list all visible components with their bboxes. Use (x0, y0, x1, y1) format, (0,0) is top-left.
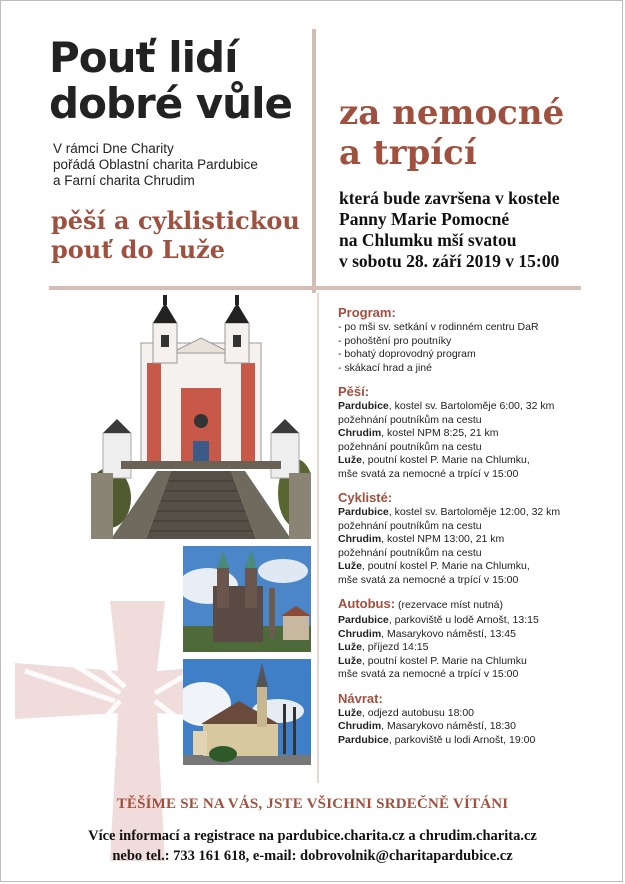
schedule-line: Luže, poutní kostel P. Marie na Chlumku, (338, 454, 530, 466)
program-column (338, 304, 598, 755)
subtitle-line: za nemocné (339, 93, 565, 133)
vertical-divider-light (317, 293, 319, 783)
intro-line: V rámci Dne Charity (53, 141, 174, 156)
program-item: - pohoštění pro poutníky (338, 334, 452, 347)
walkers-section (338, 383, 598, 481)
pilgrimage-heading (51, 206, 313, 264)
schedule-line: mše svatá za nemocné a trpící v 15:00 (338, 573, 519, 586)
title-line-1: Pouť lidí (49, 33, 238, 82)
bus-section (338, 595, 598, 682)
mass-line: která bude završena v kostele (339, 188, 560, 208)
schedule-line: požehnání poutníkům na cestu (338, 546, 482, 559)
info-line: Více informací a registrace na pardubice.charita.cz a chrudim.charita.cz (88, 828, 537, 844)
intro-text (53, 141, 313, 189)
schedule-line: Luže, příjezd 14:15 (338, 641, 429, 653)
program-section (338, 304, 598, 375)
intro-line: a Farní charita Chrudim (53, 173, 195, 188)
schedule-line: Chrudim, kostel NPM 13:00, 21 km (338, 533, 505, 545)
mass-line: Panny Marie Pomocné (339, 209, 510, 229)
intro-line: pořádá Oblastní charita Pardubice (53, 157, 258, 172)
church-chlumek-photo (91, 293, 311, 539)
pilgrimage-line: pěší a cyklistickou (51, 206, 300, 235)
return-section (338, 690, 598, 748)
welcome-message: TĚŠÍME SE NA VÁS, JSTE VŠICHNI SRDEČNĚ VÍTÁNI (116, 796, 509, 812)
contact-line: nebo tel.: 733 161 618, e-mail: dobrovolnik@charitapardubice.cz (112, 848, 513, 864)
title-line-2: dobré vůle (49, 79, 292, 128)
return-heading: Návrat: (338, 690, 383, 706)
schedule-line: Pardubice, kostel sv. Bartoloměje 6:00, 32 km (338, 400, 555, 412)
church-chrudim-photo (183, 659, 311, 765)
pilgrimage-line: pouť do Luže (51, 235, 226, 264)
schedule-line: Chrudim, kostel NPM 8:25, 21 km (338, 427, 499, 439)
schedule-line: mše svatá za nemocné a trpící v 15:00 (338, 467, 519, 480)
schedule-line: požehnání poutníkům na cestu (338, 413, 482, 426)
mass-line: v sobotu 28. září 2019 v 15:00 (339, 251, 560, 271)
schedule-line: Pardubice, parkoviště u lodi Arnošt, 19:00 (338, 733, 536, 746)
cyclists-section (338, 489, 598, 587)
subtitle (339, 93, 609, 173)
subtitle-line: a trpící (339, 133, 477, 173)
program-item: - po mši sv. setkání v rodinném centru DaR (338, 321, 539, 333)
bus-heading: Autobus: (rezervace míst nutná) (338, 596, 503, 611)
horizontal-divider (49, 286, 581, 290)
contact-footer (1, 826, 623, 866)
mass-info (339, 188, 609, 272)
schedule-line: Luže, poutní kostel P. Marie na Chlumku (338, 654, 527, 667)
schedule-line: Luže, odjezd autobusu 18:00 (338, 706, 475, 719)
schedule-line: Luže, poutní kostel P. Marie na Chlumku, (338, 560, 530, 572)
walkers-heading: Pěší: (338, 384, 370, 399)
program-heading: Program: (338, 305, 396, 320)
schedule-line: požehnání poutníkům na cestu (338, 519, 482, 532)
mass-line: na Chlumku mší svatou (339, 230, 517, 250)
schedule-line: Pardubice, parkoviště u lodě Arnošt, 13:15 (338, 614, 539, 626)
church-luze-photo (183, 546, 311, 652)
page-title (49, 35, 309, 127)
schedule-line: Pardubice, kostel sv. Bartoloměje 12:00, 32 km (338, 506, 561, 518)
program-item: - skákací hrad a jiné (338, 361, 432, 374)
program-item: - bohatý doprovodný program (338, 348, 476, 360)
schedule-line: Chrudim, Masarykovo náměstí, 18:30 (338, 720, 516, 732)
schedule-line: mše svatá za nemocné a trpící v 15:00 (338, 668, 519, 680)
cyclists-heading: Cyklisté: (338, 490, 393, 505)
schedule-line: Chrudim, Masarykovo náměstí, 13:45 (338, 627, 516, 640)
schedule-line: požehnání poutníkům na cestu (338, 440, 482, 453)
